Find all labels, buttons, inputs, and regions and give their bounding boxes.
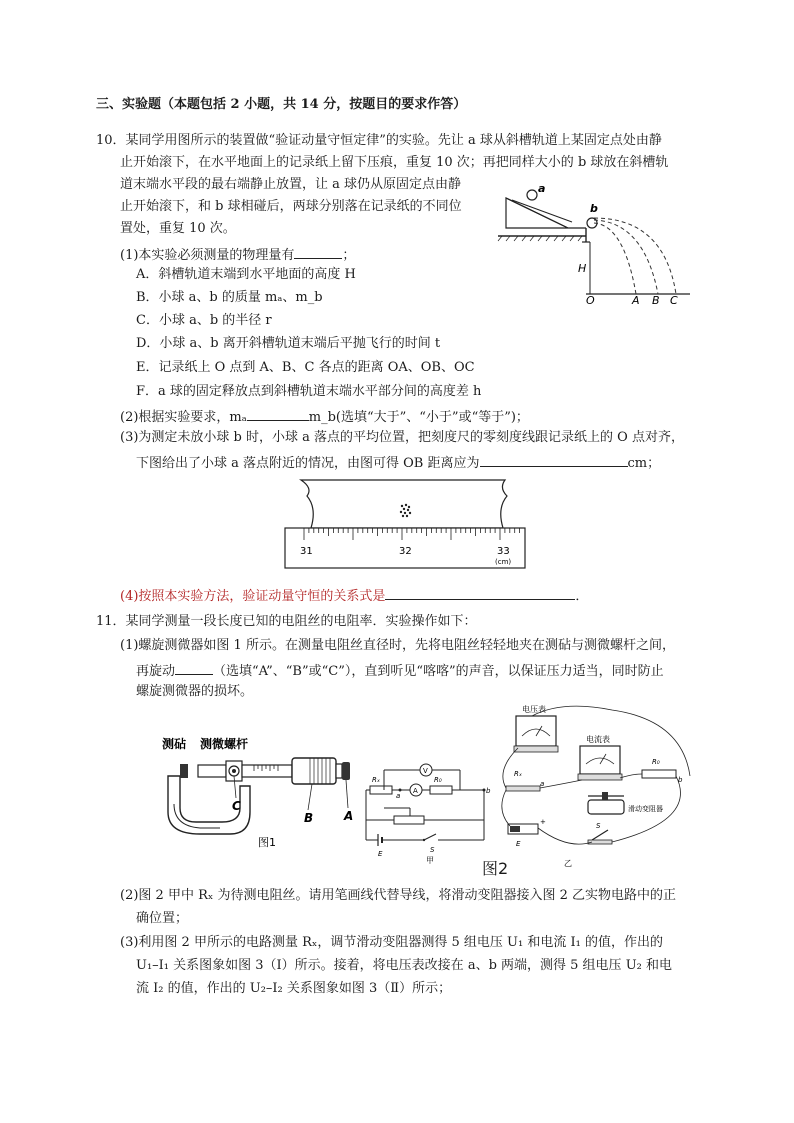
sleeve	[242, 765, 292, 777]
ball-a	[527, 190, 537, 200]
anvil	[180, 764, 188, 778]
q10-part-1-end: ；	[342, 248, 356, 263]
label-O: O	[586, 294, 595, 306]
ammeter-label: 电流表	[586, 735, 610, 744]
q11-part-1-line-3: 螺旋测微器的损坏。	[136, 684, 254, 699]
q11-part-1-text-a: 再旋动	[136, 664, 176, 679]
q10-option-e: E．记录纸上 O 点到 A、B、C 各点的距离 OA、OB、OC	[136, 360, 475, 375]
q10-line-5: 置处，重复 10 次。	[120, 221, 236, 236]
q10-part-4-text: (4)按照本实验方法，验证动量守恒的关系式是	[120, 589, 386, 604]
trajectory-c	[594, 218, 676, 294]
schematic-S-label: S	[430, 846, 435, 854]
Rx-physical-label: Rₓ	[514, 770, 522, 778]
q10-option-b: B．小球 a、b 的质量 mₐ、m_b	[136, 290, 323, 305]
Rx-device	[506, 786, 540, 791]
q11-part-1-line-1: (1)螺旋测微器如图 1 所示。在测量电阻丝直径时，先将电阻丝轻轻地夹在测砧与测微螺杆之间，	[120, 638, 675, 653]
q10-part-3-line-1: (3)为测定未放小球 b 时，小球 a 落点的平均位置，把刻度尺的零刻度线跟记录纸上的 O 点对齐，	[120, 430, 684, 445]
label-C: C	[670, 294, 678, 306]
schematic-R0	[430, 786, 452, 794]
q10-option-f: F．a 球的固定释放点到斜槽轨道末端水平部分间的高度差 h	[136, 384, 482, 399]
battery-plus: +	[540, 818, 546, 826]
q10-line-2: 止开始滚下，在水平地面上的记录纸上留下压痕，重复 10 次；再把同样大小的 b 球放在斜槽轨	[120, 155, 669, 170]
q11-part-3-line-3: 流 I₂ 的值，作出的 U₂–I₂ 关系图象如图 3（Ⅱ）所示；	[136, 981, 452, 996]
tick-label-33: 33	[497, 546, 510, 557]
q10-part-4	[120, 586, 588, 605]
ammeter-device	[580, 746, 620, 774]
schematic-Rx-label: Rₓ	[372, 776, 380, 784]
q11-part-3-line-2: U₁–I₁ 关系图象如图 3（Ⅰ）所示。接着，将电压表改接在 a、b 两端，测得 5 组电压 U₂ 和电	[136, 958, 672, 973]
q10-option-d: D．小球 a、b 离开斜槽轨道末端后平抛飞行的时间 t	[136, 336, 441, 351]
schematic-Rx	[370, 786, 392, 794]
rheostat-label: 滑动变阻器	[628, 805, 663, 813]
q10-part-4-blank[interactable]	[385, 586, 575, 600]
q10-option-c: C．小球 a、b 的半径 r	[136, 313, 272, 328]
label-a: a	[538, 182, 546, 195]
label-B: B	[652, 294, 660, 306]
q10-part-1-blank[interactable]	[294, 245, 342, 259]
fig2-caption: 图2	[482, 859, 509, 878]
wire-Rx-battery	[502, 790, 510, 826]
schematic-E-label: E	[378, 850, 383, 858]
q11-line-1: 11．某同学测量一段长度已知的电阻丝的电阻率．实验操作如下：	[96, 614, 477, 629]
q10-part-2-text-a: (2)根据实验要求，mₐ	[120, 410, 247, 425]
q10-part-2	[120, 407, 529, 426]
q10-part-1	[120, 245, 355, 264]
q11-part-2-line-1: (2)图 2 甲中 Rₓ 为待测电阻丝。请用笔画线代替导线，将滑动变阻器接入图 2 乙实物电路中的正	[120, 888, 677, 903]
label-B-fig1: B	[304, 811, 314, 825]
q10-part-3-blank[interactable]	[480, 453, 628, 467]
q10-option-a: A．斜槽轨道末端到水平地面的高度 H	[136, 267, 356, 282]
schematic-A-label: A	[413, 787, 418, 795]
schematic-R0-label: R₀	[434, 776, 442, 784]
switch-device	[592, 830, 608, 840]
label-C-fig1: C	[232, 799, 241, 813]
q10-apparatus-figure	[494, 180, 694, 306]
q11-part-1-text-b: （选填“A”、“B”或“C”），直到听见“喀喀”的声音，以保证压力适当，同时防止	[213, 664, 664, 679]
q10-part-3-unit: cm；	[627, 456, 661, 471]
q10-part-3-line-2	[136, 453, 660, 472]
R0-physical-label: R₀	[652, 758, 660, 766]
record-paper	[301, 480, 507, 528]
q10-part-4-end: ．	[575, 589, 589, 604]
wire-a-ammeter	[540, 780, 582, 788]
spindle-label: 测微螺杆	[200, 737, 249, 751]
label-b: b	[590, 202, 598, 215]
q10-part-1-text: (1)本实验必须测量的物理量有	[120, 248, 295, 263]
q11-part-3-line-1: (3)利用图 2 甲所示的电路测量 Rₓ，调节滑动变阻器测得 5 组电压 U₁ 和电流 I₁ 的值，作出的	[120, 935, 663, 950]
tick-label-31: 31	[300, 546, 313, 557]
S-physical-label: S	[596, 822, 601, 830]
label-A-fig1: A	[344, 809, 354, 823]
ruler-unit: (cm)	[495, 558, 512, 566]
wire-battery-switch	[538, 828, 592, 844]
yi-label: 乙	[564, 859, 572, 868]
label-H: H	[578, 262, 587, 275]
E-physical-label: E	[516, 840, 521, 848]
schematic-a-label: a	[396, 792, 401, 800]
ruler-figure	[283, 478, 527, 570]
circuit-schematic-figure	[364, 760, 494, 864]
tick-label-32: 32	[399, 546, 412, 557]
R0-device	[642, 770, 676, 778]
rheostat-device	[588, 800, 624, 814]
schematic-b-label: b	[486, 787, 491, 795]
wire-ammeter-R0	[620, 774, 642, 778]
q11-part-1-blank[interactable]	[175, 661, 213, 675]
q10-part-2-blank[interactable]	[247, 407, 309, 421]
q10-line-1: 10．某同学用图所示的装置做“验证动量守恒定律”的实验。先让 a 球从斜槽轨道上某固定点处由静	[96, 133, 662, 148]
physical-circuit-figure	[492, 700, 700, 868]
voltmeter-label: 电压表	[522, 705, 546, 714]
wire-voltmeter-a	[503, 748, 518, 788]
schematic-jia-label: 甲	[426, 856, 434, 864]
anvil-label: 测砧	[162, 737, 187, 751]
q11-part-1-line-2	[136, 661, 664, 680]
micrometer-figure	[160, 734, 360, 852]
fig1-caption: 图1	[258, 836, 276, 849]
q10-line-3: 道末端水平段的最右端静止放置，让 a 球仍从原固定点由静	[120, 177, 462, 192]
a-physical-label: a	[540, 780, 545, 788]
ratchet-A[interactable]	[342, 762, 350, 780]
trajectory-b	[594, 220, 658, 294]
q11-part-2-line-2: 确位置；	[136, 911, 189, 926]
schematic-rheostat	[394, 816, 424, 824]
b-physical-label: b	[678, 776, 683, 784]
q10-part-3-text: 下图给出了小球 a 落点附近的情况，由图可得 OB 距离应为	[136, 456, 480, 471]
q10-line-4: 止开始滚下，和 b 球相碰后，两球分别落在记录纸的不同位	[120, 199, 462, 214]
schematic-V-label: V	[423, 767, 428, 775]
schematic-switch	[424, 834, 436, 840]
section-header: 三、实验题（本题包括 2 小题，共 14 分，按题目的要求作答）	[96, 97, 467, 112]
spindle	[198, 765, 226, 777]
label-A: A	[632, 294, 640, 306]
voltmeter-device	[516, 716, 556, 746]
q10-part-2-text-b: m_b(选填“大于”、“小于”或“等于”)；	[308, 410, 529, 425]
